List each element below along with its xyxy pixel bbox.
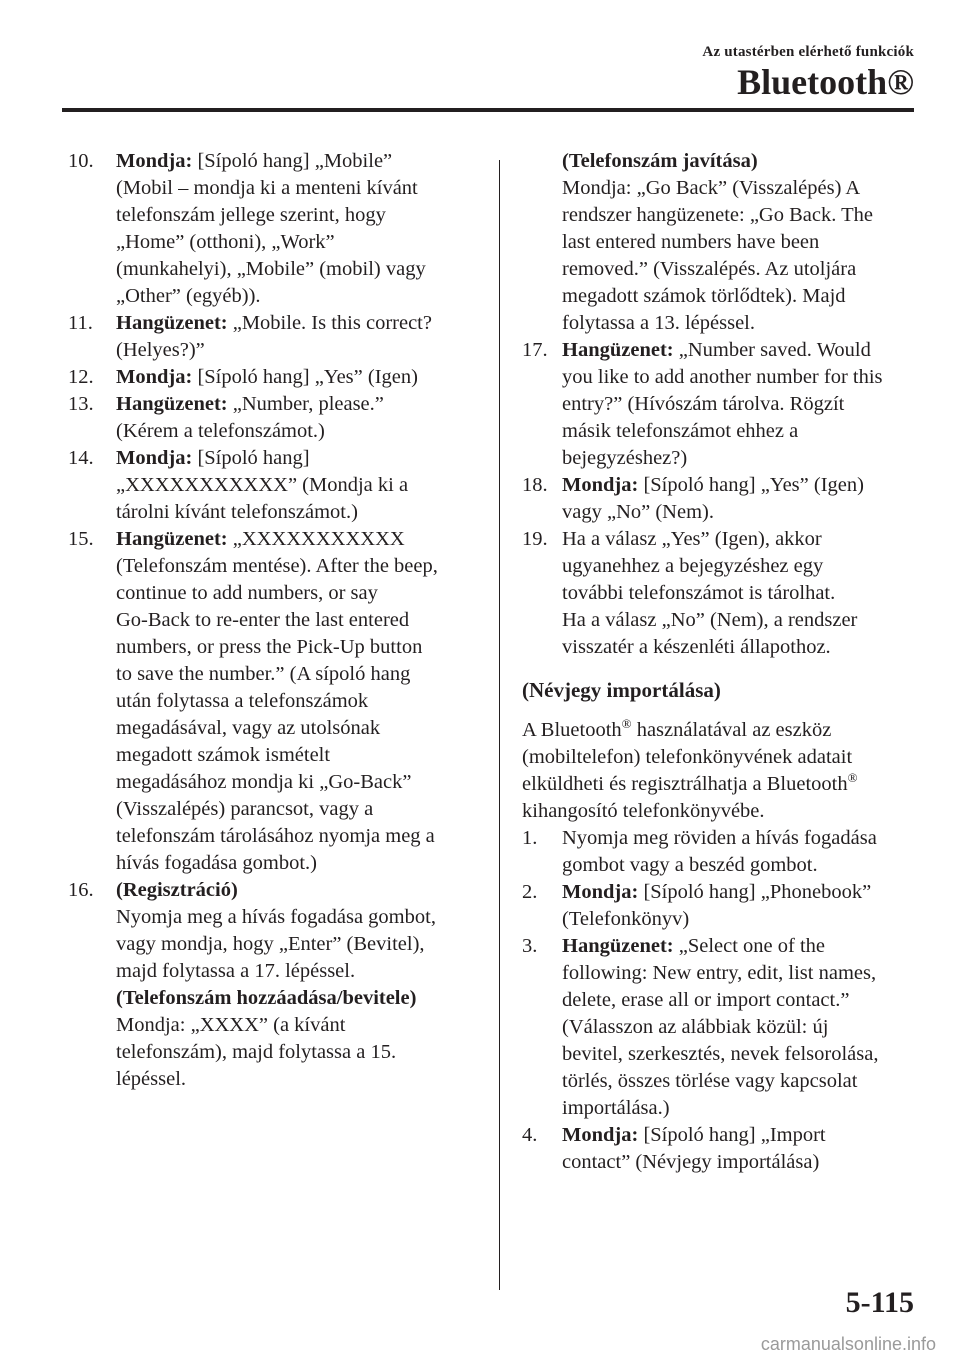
- intro-paragraph: [522, 717, 918, 825]
- step-line: Mondja: [Sípoló hang] „Phonebook”: [562, 881, 872, 903]
- step-line: you like to add another number for this: [562, 366, 883, 388]
- step-number: 3.: [522, 935, 538, 957]
- step-line: további telefonszámot is tárolhat.: [562, 582, 836, 604]
- column-divider: [499, 160, 500, 1290]
- step-label: (Regisztráció): [116, 879, 238, 901]
- step-line: megadott számok ismételt: [116, 744, 331, 766]
- left-step: [68, 877, 480, 1093]
- step-line: last entered numbers have been: [562, 231, 820, 253]
- page-title: Bluetooth®: [737, 62, 914, 102]
- step-body: [116, 877, 480, 1093]
- step-body: [116, 310, 480, 364]
- step-line: után folytassa a telefonszámok: [116, 690, 369, 712]
- step-line: Mondja: [Sípoló hang] „Import: [562, 1124, 826, 1146]
- step-line: entry?” (Hívószám tárolva. Rögzít: [562, 393, 845, 415]
- step-number: 13.: [68, 393, 94, 415]
- step-label: Mondja:: [116, 366, 193, 388]
- step-line: Mondja: [Sípoló hang] „Mobile”: [116, 150, 393, 172]
- step-label: Mondja:: [116, 447, 193, 469]
- step-number: 14.: [68, 447, 94, 469]
- step-line: Ha a válasz „No” (Nem), a rendszer: [562, 609, 858, 631]
- step-body: [562, 825, 918, 879]
- step-body: [562, 933, 918, 1122]
- step-line: „Home” (otthoni), „Work”: [116, 231, 335, 253]
- step-line: folytassa a 13. lépéssel.: [562, 312, 755, 334]
- watermark: carmanualsonline.info: [760, 1334, 936, 1354]
- step-line: bevitel, szerkesztés, nevek felsorolása,: [562, 1043, 879, 1065]
- step-line: törlés, összes törlése vagy kapcsolat: [562, 1070, 858, 1092]
- import-step: [522, 1122, 918, 1176]
- step-number: 15.: [68, 528, 94, 550]
- intro-line: A Bluetooth® használatával az eszköz: [522, 716, 832, 741]
- step-line: telefonszám tárolásához nyomja meg a: [116, 825, 435, 847]
- step-line: (Telefonkönyv): [562, 908, 690, 930]
- step-line: Hangüzenet: „Mobile. Is this correct?: [116, 312, 432, 334]
- intro-line: elküldheti és regisztrálhatja a Bluetooth®: [522, 770, 858, 795]
- right-step: [522, 526, 918, 661]
- step-number: 2.: [522, 881, 538, 903]
- step-line: Hangüzenet: „Number, please.”: [116, 393, 384, 415]
- step-line: vagy „No” (Nem).: [562, 501, 714, 523]
- step-body: [562, 337, 918, 472]
- left-step: [68, 526, 480, 877]
- header-rule: [62, 108, 914, 112]
- step-line: Go-Back to re-enter the last entered: [116, 609, 410, 631]
- step-body: [562, 879, 918, 933]
- sub-heading: (Telefonszám javítása): [562, 150, 758, 172]
- step-body: [562, 1122, 918, 1176]
- step-number: 17.: [522, 339, 548, 361]
- step-line: (munkahelyi), „Mobile” (mobil) vagy: [116, 258, 426, 280]
- step-line: tárolni kívánt telefonszámot.): [116, 501, 358, 523]
- registered-mark: ®: [621, 716, 632, 732]
- step-label: Hangüzenet:: [562, 935, 674, 957]
- step-line: (Telefonszám mentése). After the beep,: [116, 555, 438, 577]
- step-body: [562, 526, 918, 661]
- right-step: [522, 337, 918, 472]
- left-step: [68, 148, 480, 310]
- step-line: másik telefonszámot ehhez a: [562, 420, 799, 442]
- step-line: „XXXXXXXXXXX” (Mondja ki a: [116, 474, 409, 496]
- import-step: [522, 933, 918, 1122]
- step-line: (Helyes?)”: [116, 339, 205, 361]
- step-line: Mondja: [Sípoló hang] „Yes” (Igen): [116, 366, 418, 388]
- intro-line: (mobiltelefon) telefonkönyvének adatait: [522, 746, 853, 768]
- step-label: Mondja:: [562, 881, 639, 903]
- step-number: 10.: [68, 150, 94, 172]
- step-line: telefonszám jellege szerint, hogy: [116, 204, 386, 226]
- left-column: [68, 148, 480, 1093]
- step-line: Hangüzenet: „XXXXXXXXXXX: [116, 528, 405, 550]
- step-line: continue to add numbers, or say: [116, 582, 378, 604]
- step-line: numbers, or press the Pick-Up button: [116, 636, 423, 658]
- left-step: [68, 445, 480, 526]
- step-line: megadott számok törlődtek). Majd: [562, 285, 846, 307]
- step-line: (Visszalépés) parancsot, vagy a: [116, 798, 374, 820]
- step-line: delete, erase all or import contact.”: [562, 989, 850, 1011]
- step-line: to save the number.” (A sípoló hang: [116, 663, 411, 685]
- step-line: hívás fogadása gombot.): [116, 852, 317, 874]
- section-heading: (Névjegy importálása): [522, 678, 721, 702]
- step-body: [562, 472, 918, 526]
- step-line: telefonszám), majd folytassa a 15.: [116, 1041, 397, 1063]
- step-line: visszatér a készenléti állapothoz.: [562, 636, 831, 658]
- step-line: (Mobil – mondja ki a menteni kívánt: [116, 177, 418, 199]
- step-line: gombot vagy a beszéd gombot.: [562, 854, 818, 876]
- step-label: Mondja:: [562, 474, 639, 496]
- step-line: Mondja: „Go Back” (Visszalépés) A: [562, 177, 861, 199]
- step-line: megadásával, vagy az utolsónak: [116, 717, 381, 739]
- step-label: Hangüzenet:: [116, 312, 228, 334]
- step-line: (Kérem a telefonszámot.): [116, 420, 325, 442]
- page-number: 5-115: [845, 1286, 914, 1319]
- step-line: Mondja: „XXXX” (a kívánt: [116, 1014, 346, 1036]
- registered-mark: ®: [847, 770, 858, 786]
- step-line: megadásához mondja ki „Go-Back”: [116, 771, 412, 793]
- step-body: [116, 391, 480, 445]
- step-number: 11.: [68, 312, 93, 334]
- step-body: [116, 364, 480, 391]
- import-step: [522, 825, 918, 879]
- step-line: Mondja: [Sípoló hang]: [116, 447, 310, 469]
- left-step: [68, 364, 480, 391]
- step-line: removed.” (Visszalépés. Az utoljára: [562, 258, 857, 280]
- intro-line: kihangosító telefonkönyvébe.: [522, 800, 765, 822]
- step-line: Nyomja meg a hívás fogadása gombot,: [116, 906, 436, 928]
- step-line: ugyanehhez a bejegyzéshez egy: [562, 555, 824, 577]
- step-number: 4.: [522, 1124, 538, 1146]
- step-line: majd folytassa a 17. lépéssel.: [116, 960, 356, 982]
- step-number: 18.: [522, 474, 548, 496]
- step-line: contact” (Névjegy importálása): [562, 1151, 820, 1173]
- sub-heading: (Telefonszám hozzáadása/bevitele): [116, 987, 417, 1009]
- step-number: 1.: [522, 827, 538, 849]
- step-label: Mondja:: [562, 1124, 639, 1146]
- step-line: „Other” (egyéb)).: [116, 285, 261, 307]
- step-label: Hangüzenet:: [562, 339, 674, 361]
- step-line: (Válasszon az alábbiak közül: új: [562, 1016, 829, 1038]
- step-line: Hangüzenet: „Number saved. Would: [562, 339, 871, 361]
- step-number: 12.: [68, 366, 94, 388]
- step-line: importálása.): [562, 1097, 670, 1119]
- left-step: [68, 310, 480, 364]
- step-label: Mondja:: [116, 150, 193, 172]
- step-body: [116, 526, 480, 877]
- continued-block: [522, 148, 918, 337]
- step-line: bejegyzéshez?): [562, 447, 688, 469]
- step-body: [116, 148, 480, 310]
- step-line: Ha a válasz „Yes” (Igen), akkor: [562, 528, 822, 550]
- step-line: vagy mondja, hogy „Enter” (Bevitel),: [116, 933, 425, 955]
- header-section-label: Az utastérben elérhető funkciók: [702, 44, 914, 60]
- right-column: [522, 148, 918, 1176]
- step-line: following: New entry, edit, list names,: [562, 962, 877, 984]
- step-line: rendszer hangüzenete: „Go Back. The: [562, 204, 873, 226]
- right-step: [522, 472, 918, 526]
- step-label: Hangüzenet:: [116, 528, 228, 550]
- left-step: [68, 391, 480, 445]
- import-step: [522, 879, 918, 933]
- step-line: lépéssel.: [116, 1068, 187, 1090]
- step-line: Mondja: [Sípoló hang] „Yes” (Igen): [562, 474, 864, 496]
- step-body: [116, 445, 480, 526]
- step-line: Hangüzenet: „Select one of the: [562, 935, 826, 957]
- step-line: Nyomja meg röviden a hívás fogadása: [562, 827, 877, 849]
- step-number: 19.: [522, 528, 548, 550]
- step-number: 16.: [68, 879, 94, 901]
- step-label: Hangüzenet:: [116, 393, 228, 415]
- step-line: [116, 877, 480, 904]
